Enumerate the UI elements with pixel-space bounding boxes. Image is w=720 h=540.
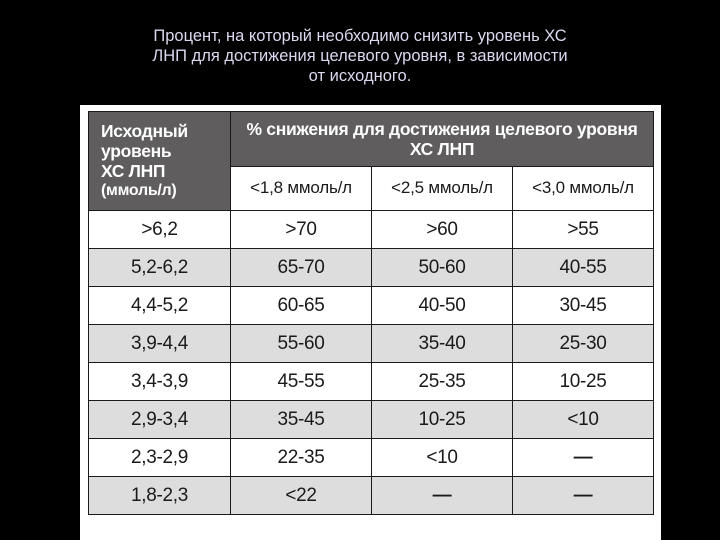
- table-cell: 40-50: [372, 287, 513, 325]
- table-cell: <10: [513, 401, 654, 439]
- table-cell: 55-60: [231, 325, 372, 363]
- table-cell: 30-45: [513, 287, 654, 325]
- table-cell: >70: [231, 211, 372, 249]
- table-cell: 25-30: [513, 325, 654, 363]
- table-cell: 35-40: [372, 325, 513, 363]
- ldl-reduction-table: [88, 111, 654, 515]
- table-cell: 10-25: [372, 401, 513, 439]
- table-cell: >55: [513, 211, 654, 249]
- header-reduction-percent: [231, 112, 654, 167]
- header-baseline-unit: (ммоль/л): [101, 182, 177, 199]
- header-baseline-line: уровень: [101, 141, 172, 161]
- header-baseline-level: [89, 112, 231, 211]
- table-row: [89, 249, 654, 287]
- table-cell: 35-45: [231, 401, 372, 439]
- table-cell: 22-35: [231, 439, 372, 477]
- header-target-cell: <3,0 ммоль/л: [513, 166, 654, 210]
- header-reduction-line: % снижения для достижения целевого уровня: [246, 118, 638, 139]
- table-cell: 3,9-4,4: [89, 325, 231, 363]
- table-row: [89, 477, 654, 515]
- table-cell: 2,9-3,4: [89, 401, 231, 439]
- table-cell: 4,4-5,2: [89, 287, 231, 325]
- header-target-cell: <2,5 ммоль/л: [372, 166, 513, 210]
- table-row: [89, 287, 654, 325]
- table-cell: 45-55: [231, 363, 372, 401]
- slide-title: [90, 26, 630, 86]
- table-frame: [80, 105, 661, 540]
- header-reduction-line: ХС ЛНП: [409, 138, 475, 159]
- table-cell: 3,4-3,9: [89, 363, 231, 401]
- table-cell: —: [372, 477, 513, 515]
- table-cell: 5,2-6,2: [89, 249, 231, 287]
- table-cell: 65-70: [231, 249, 372, 287]
- title-line: ЛНП для достижения целевого уровня, в зависимости: [152, 47, 568, 65]
- table-cell: —: [513, 477, 654, 515]
- table-row: [89, 211, 654, 249]
- table-row: [89, 401, 654, 439]
- table-cell: >60: [372, 211, 513, 249]
- table-row: [89, 439, 654, 477]
- header-baseline-line: ХС ЛНП: [101, 161, 166, 181]
- title-line: Процент, на который необходимо снизить уровень ХС: [153, 27, 567, 45]
- header-target-cell: <1,8 ммоль/л: [231, 166, 372, 210]
- title-line: от исходного.: [308, 67, 412, 85]
- table-header-row: [89, 112, 654, 167]
- table-cell: 60-65: [231, 287, 372, 325]
- table-cell: 10-25: [513, 363, 654, 401]
- table-cell: 40-55: [513, 249, 654, 287]
- table-row: [89, 325, 654, 363]
- table-row: [89, 363, 654, 401]
- table-cell: 2,3-2,9: [89, 439, 231, 477]
- table-cell: <10: [372, 439, 513, 477]
- table-cell: <22: [231, 477, 372, 515]
- header-baseline-line: Исходный: [101, 121, 188, 141]
- table-cell: >6,2: [89, 211, 231, 249]
- table-cell: 1,8-2,3: [89, 477, 231, 515]
- table-cell: 50-60: [372, 249, 513, 287]
- table-cell: —: [513, 439, 654, 477]
- table-cell: 25-35: [372, 363, 513, 401]
